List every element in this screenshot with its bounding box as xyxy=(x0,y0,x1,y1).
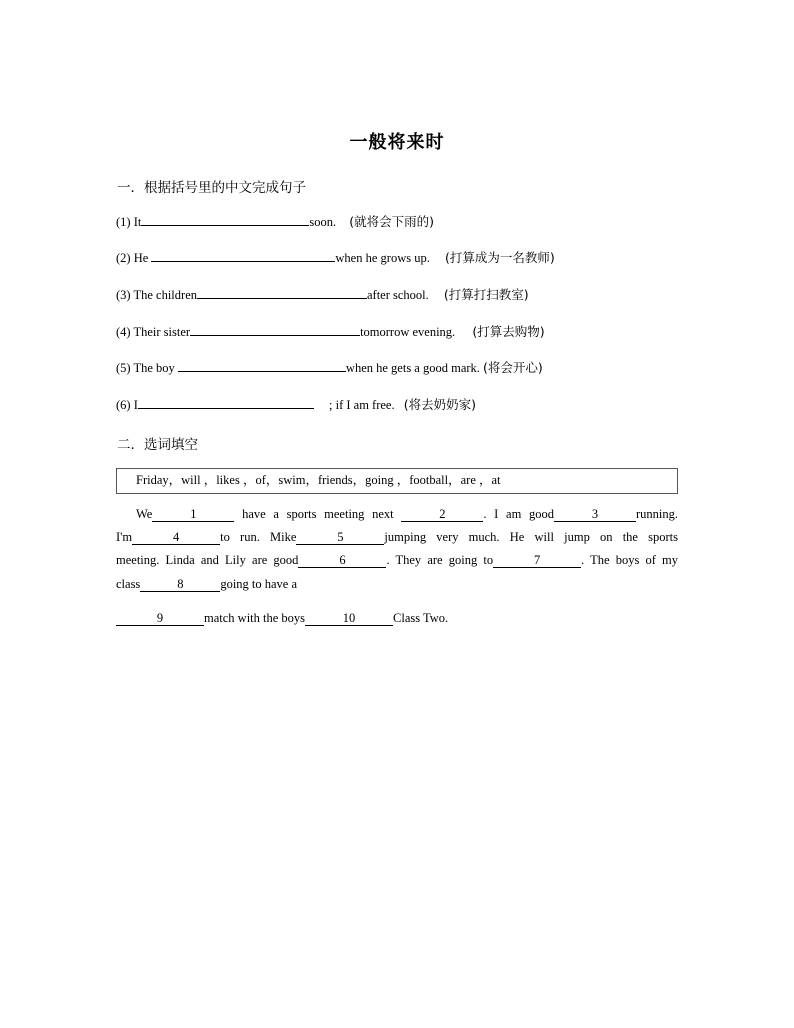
question-4 xyxy=(116,323,545,340)
passage-text: . The boys of my xyxy=(581,553,679,567)
passage-text: going to have a xyxy=(220,577,298,591)
answer-blank-6[interactable] xyxy=(138,396,314,409)
question-1-suffix: soon. xyxy=(309,215,337,229)
question-3-hint: (打算打扫教室) xyxy=(443,287,529,302)
section-1-heading: 一．根据括号里的中文完成句子 xyxy=(117,180,306,196)
section-2-heading: 二．选词填空 xyxy=(117,437,198,453)
question-1-prefix: (1) It xyxy=(116,215,142,229)
passage-text: meeting. Linda and Lily are good xyxy=(116,553,299,567)
passage-blank-10[interactable]: 10 xyxy=(305,611,393,626)
passage-blank-2[interactable]: 2 xyxy=(401,507,483,522)
passage-blank-3[interactable]: 3 xyxy=(554,507,636,522)
question-2 xyxy=(116,249,555,266)
word-bank: Friday，will ，likes ，of，swim，friends，going ，football，are ，at xyxy=(136,473,501,487)
passage-text: class xyxy=(116,577,141,591)
passage-text: We xyxy=(136,507,153,521)
question-4-suffix: tomorrow evening. xyxy=(360,325,456,339)
question-6-hint: (将去奶奶家) xyxy=(403,397,476,412)
passage-line-5 xyxy=(116,610,448,626)
answer-blank-3[interactable] xyxy=(197,286,367,299)
question-5-hint: (将会开心) xyxy=(483,360,543,375)
passage-text: He will jump on the sports xyxy=(509,530,679,544)
passage-text: . I am good xyxy=(483,507,555,521)
passage-blank-1[interactable]: 1 xyxy=(152,507,234,522)
passage-text: jumping very much. xyxy=(384,530,500,544)
passage-blank-8[interactable]: 8 xyxy=(140,577,220,592)
passage-blank-9[interactable]: 9 xyxy=(116,611,204,626)
question-5-prefix: (5) The boy xyxy=(116,361,175,375)
passage-line-3 xyxy=(116,549,678,573)
passage-text: Mike xyxy=(270,530,297,544)
answer-blank-2[interactable] xyxy=(151,249,335,262)
passage-line-4 xyxy=(116,576,297,592)
passage-text: . They are going to xyxy=(386,553,494,567)
question-3 xyxy=(116,286,529,303)
question-3-prefix: (3) The children xyxy=(116,288,197,302)
passage-text: Class Two. xyxy=(393,611,449,625)
passage-blank-5[interactable]: 5 xyxy=(296,530,384,545)
question-6-suffix: ; if I am free. xyxy=(329,398,395,412)
passage-line-1 xyxy=(116,503,678,527)
question-2-prefix: (2) He xyxy=(116,251,149,265)
answer-blank-1[interactable] xyxy=(141,213,309,226)
passage-blank-7[interactable]: 7 xyxy=(493,553,581,568)
question-4-prefix: (4) Their sister xyxy=(116,325,191,339)
question-5-suffix: when he gets a good mark. xyxy=(345,361,480,375)
question-6-prefix: (6) I xyxy=(116,398,138,412)
question-2-suffix: when he grows up. xyxy=(335,251,430,265)
page-title: 一般将来时 xyxy=(349,132,445,153)
answer-blank-5[interactable] xyxy=(178,359,346,372)
passage-text: running. xyxy=(636,507,679,521)
passage-blank-6[interactable]: 6 xyxy=(298,553,386,568)
question-6 xyxy=(116,396,476,413)
passage-line-2 xyxy=(116,526,678,550)
question-4-hint: (打算去购物) xyxy=(472,324,545,339)
passage-blank-4[interactable]: 4 xyxy=(132,530,220,545)
question-2-hint: (打算成为一名教师) xyxy=(444,250,555,265)
question-1-hint: (就将会下雨的) xyxy=(349,214,434,229)
passage-text: match with the boys xyxy=(204,611,306,625)
word-bank-box xyxy=(116,468,678,494)
question-1 xyxy=(116,213,434,230)
passage-text: I'm xyxy=(116,530,133,544)
question-3-suffix: after school. xyxy=(367,288,429,302)
question-5 xyxy=(116,359,543,376)
answer-blank-4[interactable] xyxy=(190,323,360,336)
passage-text: to run. xyxy=(220,530,260,544)
passage-text: have a sports meeting next xyxy=(242,507,394,521)
